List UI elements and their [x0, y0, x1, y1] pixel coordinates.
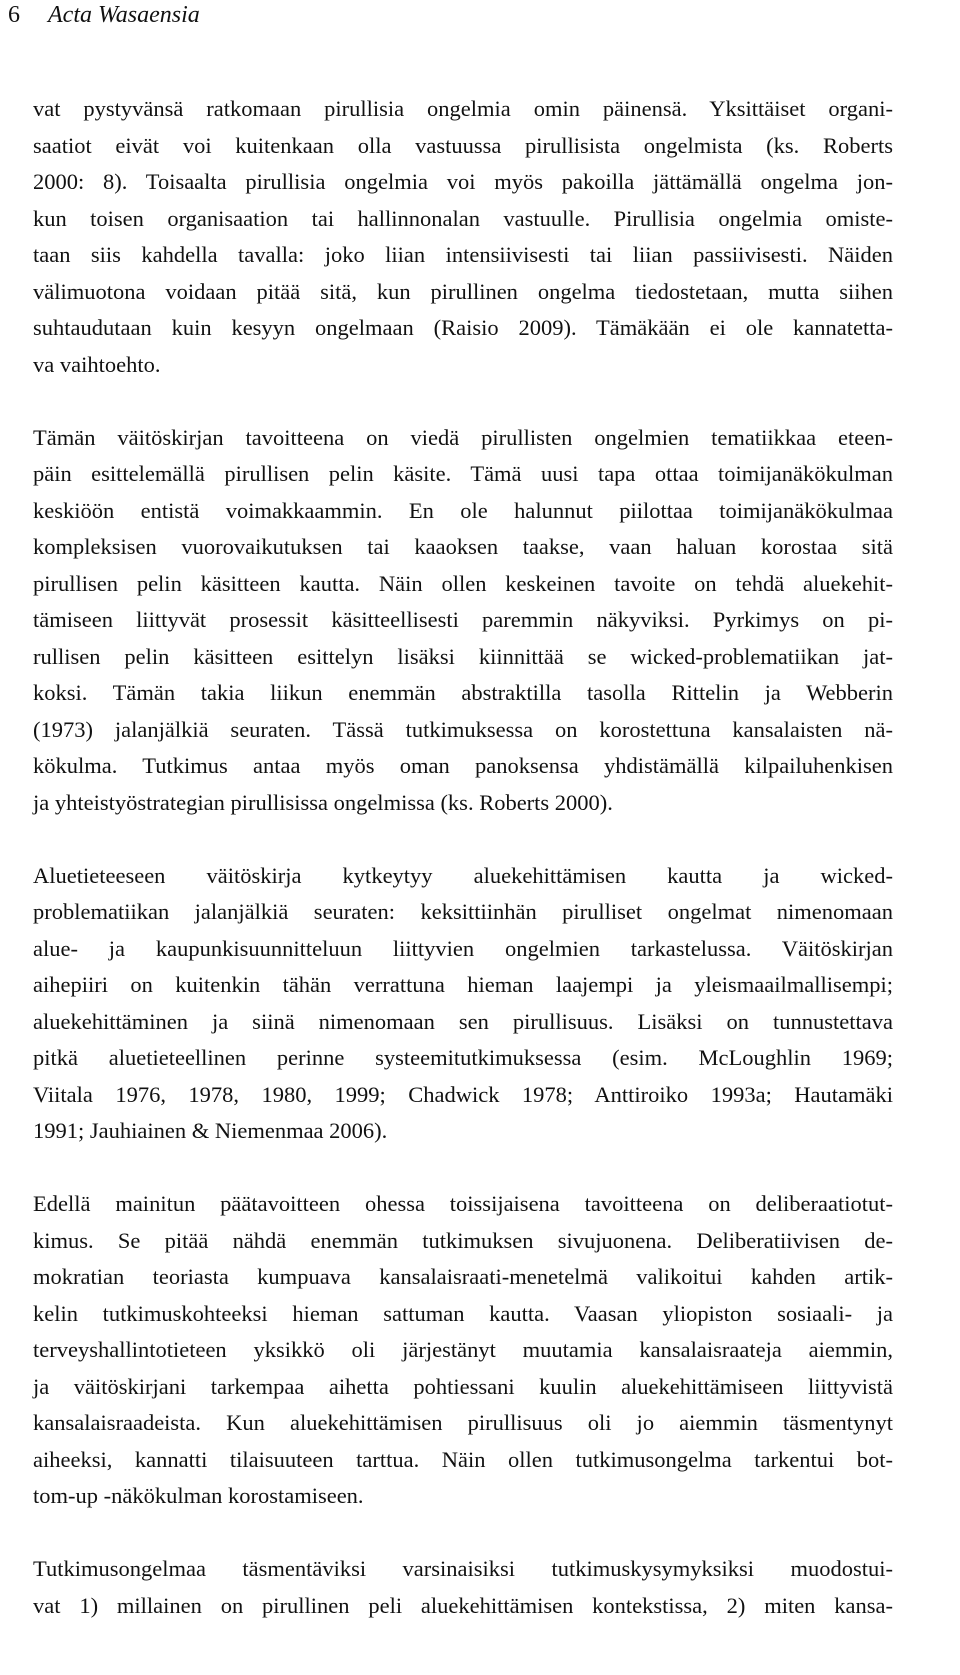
text-line: aihepiiri on kuitenkin tähän verrattuna hieman laajempi ja yleismaailmallisempi;: [33, 972, 893, 997]
text-line: va vaihtoehto.: [33, 351, 161, 377]
text-line: kelin tutkimuskohteeksi hieman sattuman kautta. Vaasan yliopiston sosiaali- ja: [33, 1300, 893, 1326]
text-line: kun toisen organisaation tai hallinnonalan vastuulle. Pirullisia ongelmia omiste-: [33, 205, 893, 231]
text-line: päin esittelemällä pirullisen pelin käsite. Tämä uusi tapa ottaa toimijanäkökulman: [33, 461, 893, 486]
text-line: 2000: 8). Toisaalta pirullisia ongelmia voi myös pakoilla jättämällä ongelma jon-: [33, 169, 893, 194]
text-line: problematiikan jalanjälkiä seuraten: keksittiinhän pirulliset ongelmat nimenomaan: [33, 899, 893, 924]
text-line: Aluetieteeseen väitöskirja kytkeytyy aluekehittämisen kautta ja wicked-: [33, 862, 893, 888]
text-line: pirullisen pelin käsitteen kautta. Näin ollen keskeinen tavoite on tehdä aluekehit-: [33, 570, 893, 596]
text-line: aluekehittäminen ja siinä nimenomaan sen pirullisuus. Lisäksi on tunnustettava: [33, 1008, 893, 1034]
paragraph-3: [33, 858, 893, 1150]
text-line: suhtaudutaan kuin kesyyn ongelmaan (Raisio 2009). Tämäkään ei ole kannatetta-: [33, 315, 893, 340]
text-line: (1973) jalanjälkiä seuraten. Tässä tutkimuksessa on korostettuna kansalaisten nä-: [33, 716, 893, 742]
text-line: välimuotona voidaan pitää sitä, kun pirullinen ongelma tiedostetaan, mutta siihen: [33, 278, 893, 304]
text-line: rullisen pelin käsitteen esittelyn lisäksi kiinnittää se wicked-problematiikan jat-: [33, 643, 893, 669]
text-line: Viitala 1976, 1978, 1980, 1999; Chadwick 1978; Anttiroiko 1993a; Hautamäki: [33, 1081, 893, 1107]
text-line: taan siis kahdella tavalla: joko liian intensiivisesti tai liian passiivisesti. Näiden: [33, 242, 893, 267]
text-line: Tämän väitöskirjan tavoitteena on viedä pirullisten ongelmien tematiikkaa eteen-: [33, 424, 893, 450]
text-line: ja yhteistyöstrategian pirullisissa ongelmissa (ks. Roberts 2000).: [33, 789, 613, 815]
text-line: kökulma. Tutkimus antaa myös oman panoksensa yhdistämällä kilpailuhenkisen: [33, 753, 893, 778]
text-line: ja väitöskirjani tarkempaa aihetta pohtiessani kuulin aluekehittämiseen liittyvistä: [33, 1373, 893, 1399]
journal-name: Acta Wasaensia: [48, 2, 200, 28]
paragraph-1: [33, 91, 893, 383]
text-line: vat 1) millainen on pirullinen peli aluekehittämisen kontekstissa, 2) miten kansa-: [33, 1592, 893, 1618]
text-line: alue- ja kaupunkisuunnitteluun liittyvien ongelmien tarkastelussa. Väitöskirjan: [33, 935, 893, 961]
running-header: [8, 0, 200, 30]
text-line: aiheeksi, kannatti tilaisuuteen tarttua. Näin ollen tutkimusongelma tarkentui bot-: [33, 1446, 893, 1472]
text-line: mokratian teoriasta kumpuava kansalaisraati-menetelmä valikoitui kahden artik-: [33, 1264, 893, 1289]
body-text: [33, 91, 893, 1624]
text-line: pitkä aluetieteellinen perinne systeemitutkimuksessa (esim. McLoughlin 1969;: [33, 1045, 893, 1070]
text-line: koksi. Tämän takia liikun enemmän abstraktilla tasolla Rittelin ja Webberin: [33, 680, 893, 705]
text-line: 1991; Jauhiainen & Niemenmaa 2006).: [33, 1118, 388, 1143]
text-line: tom-up -näkökulman korostamiseen.: [33, 1483, 364, 1508]
text-line: Tutkimusongelmaa täsmentäviksi varsinaisiksi tutkimuskysymyksiksi muodostui-: [33, 1556, 893, 1581]
text-line: kompleksisen vuorovaikutuksen tai kaaoksen taakse, vaan haluan korostaa sitä: [33, 534, 893, 559]
text-line: Edellä mainitun päätavoitteen ohessa toissijaisena tavoitteena on deliberaatiotut-: [33, 1191, 893, 1216]
text-line: tämiseen liittyvät prosessit käsitteellisesti paremmin näkyviksi. Pyrkimys on pi-: [33, 607, 893, 632]
paragraph-4: [33, 1186, 893, 1515]
text-line: kansalaisraadeista. Kun aluekehittämisen pirullisuus oli jo aiemmin täsmentynyt: [33, 1410, 893, 1435]
paragraph-5: [33, 1551, 893, 1624]
page-number: 6: [8, 2, 20, 28]
text-line: saatiot eivät voi kuitenkaan olla vastuussa pirullisista ongelmista (ks. Roberts: [33, 132, 893, 158]
text-line: terveyshallintotieteen yksikkö oli järjestänyt muutamia kansalaisraateja aiemmin,: [33, 1337, 893, 1362]
text-line: kimus. Se pitää nähdä enemmän tutkimuksen sivujuonena. Deliberatiivisen de-: [33, 1227, 893, 1253]
text-line: keskiöön entistä voimakkaammin. En ole halunnut piilottaa toimijanäkökulmaa: [33, 497, 893, 523]
paragraph-2: [33, 420, 893, 822]
text-line: vat pystyvänsä ratkomaan pirullisia ongelmia omin päinensä. Yksittäiset organi-: [33, 96, 893, 121]
